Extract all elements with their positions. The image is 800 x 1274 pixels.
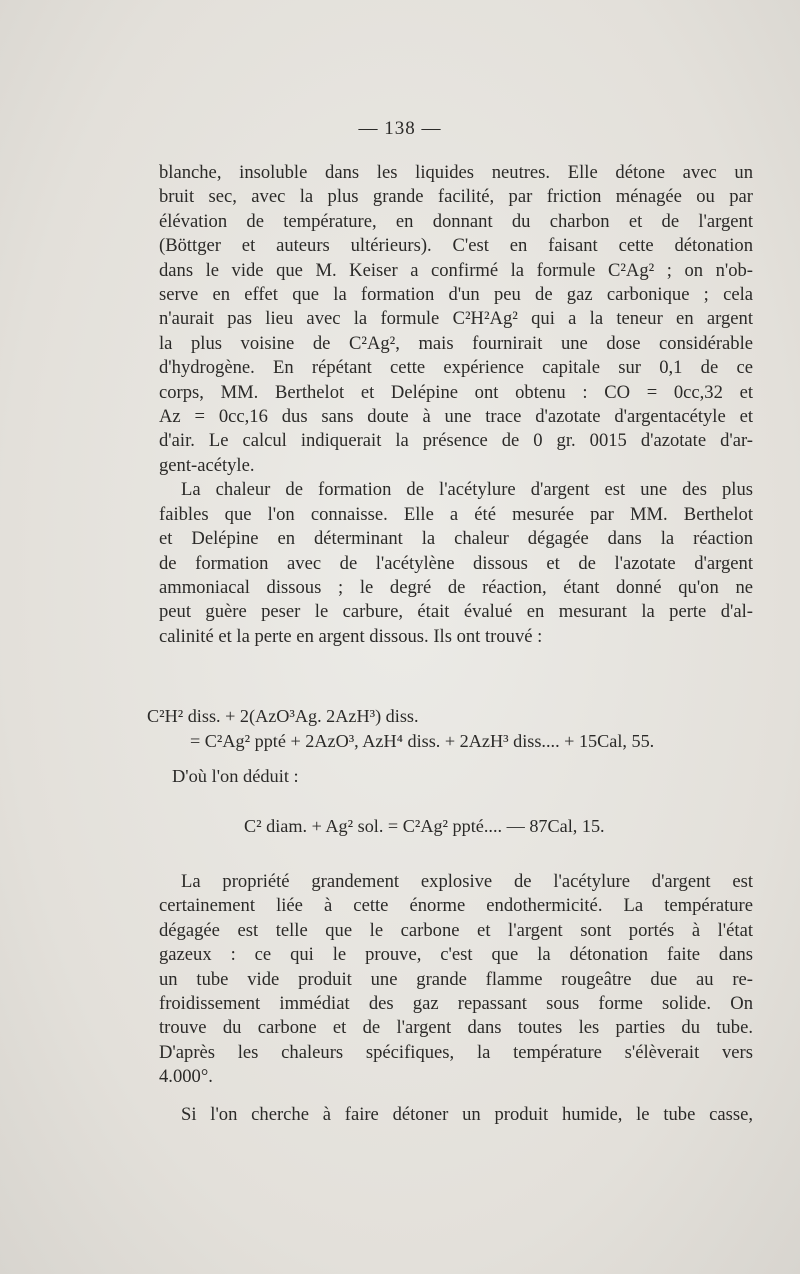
page-number: — 138 — xyxy=(358,118,442,139)
text-line: et Delépine en déterminant la chaleur dégagée dans la réaction xyxy=(159,528,753,550)
text-line: dans le vide que M. Keiser a confirmé la formule C²Ag² ; on n'ob- xyxy=(159,259,753,281)
text-line: corps, MM. Berthelot et Delépine ont obtenu : CO = 0cc,32 et xyxy=(159,381,753,403)
text-line: faibles que l'on connaisse. Elle a été mesurée par MM. Berthelot xyxy=(159,503,753,525)
text-line: 4.000°. xyxy=(159,1066,213,1088)
text-line: gent-acétyle. xyxy=(159,454,255,476)
text-line: d'hydrogène. En répétant cette expérience capitale sur 0,1 de ce xyxy=(159,357,753,379)
text-line: Az = 0cc,16 dus sans doute à une trace d'azotate d'argentacétyle et xyxy=(159,406,753,428)
text-line: (Böttger et auteurs ultérieurs). C'est en faisant cette détonation xyxy=(159,235,753,257)
text-line: froidissement immédiat des gaz repassant sous forme solide. On xyxy=(159,993,753,1015)
text-line: dégagée est telle que le carbone et l'argent sont portés à l'état xyxy=(159,919,753,941)
deduction-label: D'où l'on déduit : xyxy=(172,766,299,786)
text-line: Si l'on cherche à faire détoner un produit humide, le tube casse, xyxy=(181,1104,753,1125)
text-line: calinité et la perte en argent dissous. Ils ont trouvé : xyxy=(159,625,543,647)
formation-formula: C² diam. + Ag² sol. = C²Ag² ppté.... — 87Cal, 15. xyxy=(244,816,605,836)
text-line: D'après les chaleurs spécifiques, la température s'élèverait vers xyxy=(159,1041,753,1063)
paragraph-4 xyxy=(159,1103,753,1127)
text-line: La chaleur de formation de l'acétylure d'argent est une des plus xyxy=(181,479,753,501)
reaction-formula-1: C²H² diss. + 2(AzO³Ag. 2AzH³) diss. xyxy=(147,706,419,726)
text-line: ammoniacal dissous ; le degré de réaction, étant donné qu'on ne xyxy=(159,576,753,598)
paragraph-1 xyxy=(159,161,753,649)
text-line: certainement liée à cette énorme endothermicité. La température xyxy=(159,895,753,917)
reaction-formula-2: = C²Ag² ppté + 2AzO³, AzH⁴ diss. + 2AzH³ diss.... + 15Cal, 55. xyxy=(190,731,655,751)
text-line: blanche, insoluble dans les liquides neutres. Elle détone avec un xyxy=(159,162,753,183)
paragraph-3 xyxy=(159,870,753,1090)
text-line: gazeux : ce qui le prouve, c'est que la détonation faite dans xyxy=(159,944,753,966)
text-line: de formation avec de l'acétylène dissous et de l'azotate d'argent xyxy=(159,552,753,574)
text-line: la plus voisine de C²Ag², mais fournirait une dose considérable xyxy=(159,332,753,354)
text-line: La propriété grandement explosive de l'acétylure d'argent est xyxy=(181,871,753,892)
text-line: trouve du carbone et de l'argent dans toutes les parties du tube. xyxy=(159,1017,753,1039)
text-line: élévation de température, en donnant du charbon et de l'argent xyxy=(159,210,753,232)
text-line: d'air. Le calcul indiquerait la présence de 0 gr. 0015 d'azotate d'ar- xyxy=(159,430,753,452)
text-line: n'aurait pas lieu avec la formule C²H²Ag² qui a la teneur en argent xyxy=(159,308,753,330)
text-line: peut guère peser le carbure, était évalué en mesurant la perte d'al- xyxy=(159,601,753,623)
text-line: un tube vide produit une grande flamme rougeâtre due au re- xyxy=(159,968,753,990)
text-line: serve en effet que la formation d'un peu de gaz carbonique ; cela xyxy=(159,284,753,306)
text-line: bruit sec, avec la plus grande facilité, par friction ménagée ou par xyxy=(159,186,753,208)
